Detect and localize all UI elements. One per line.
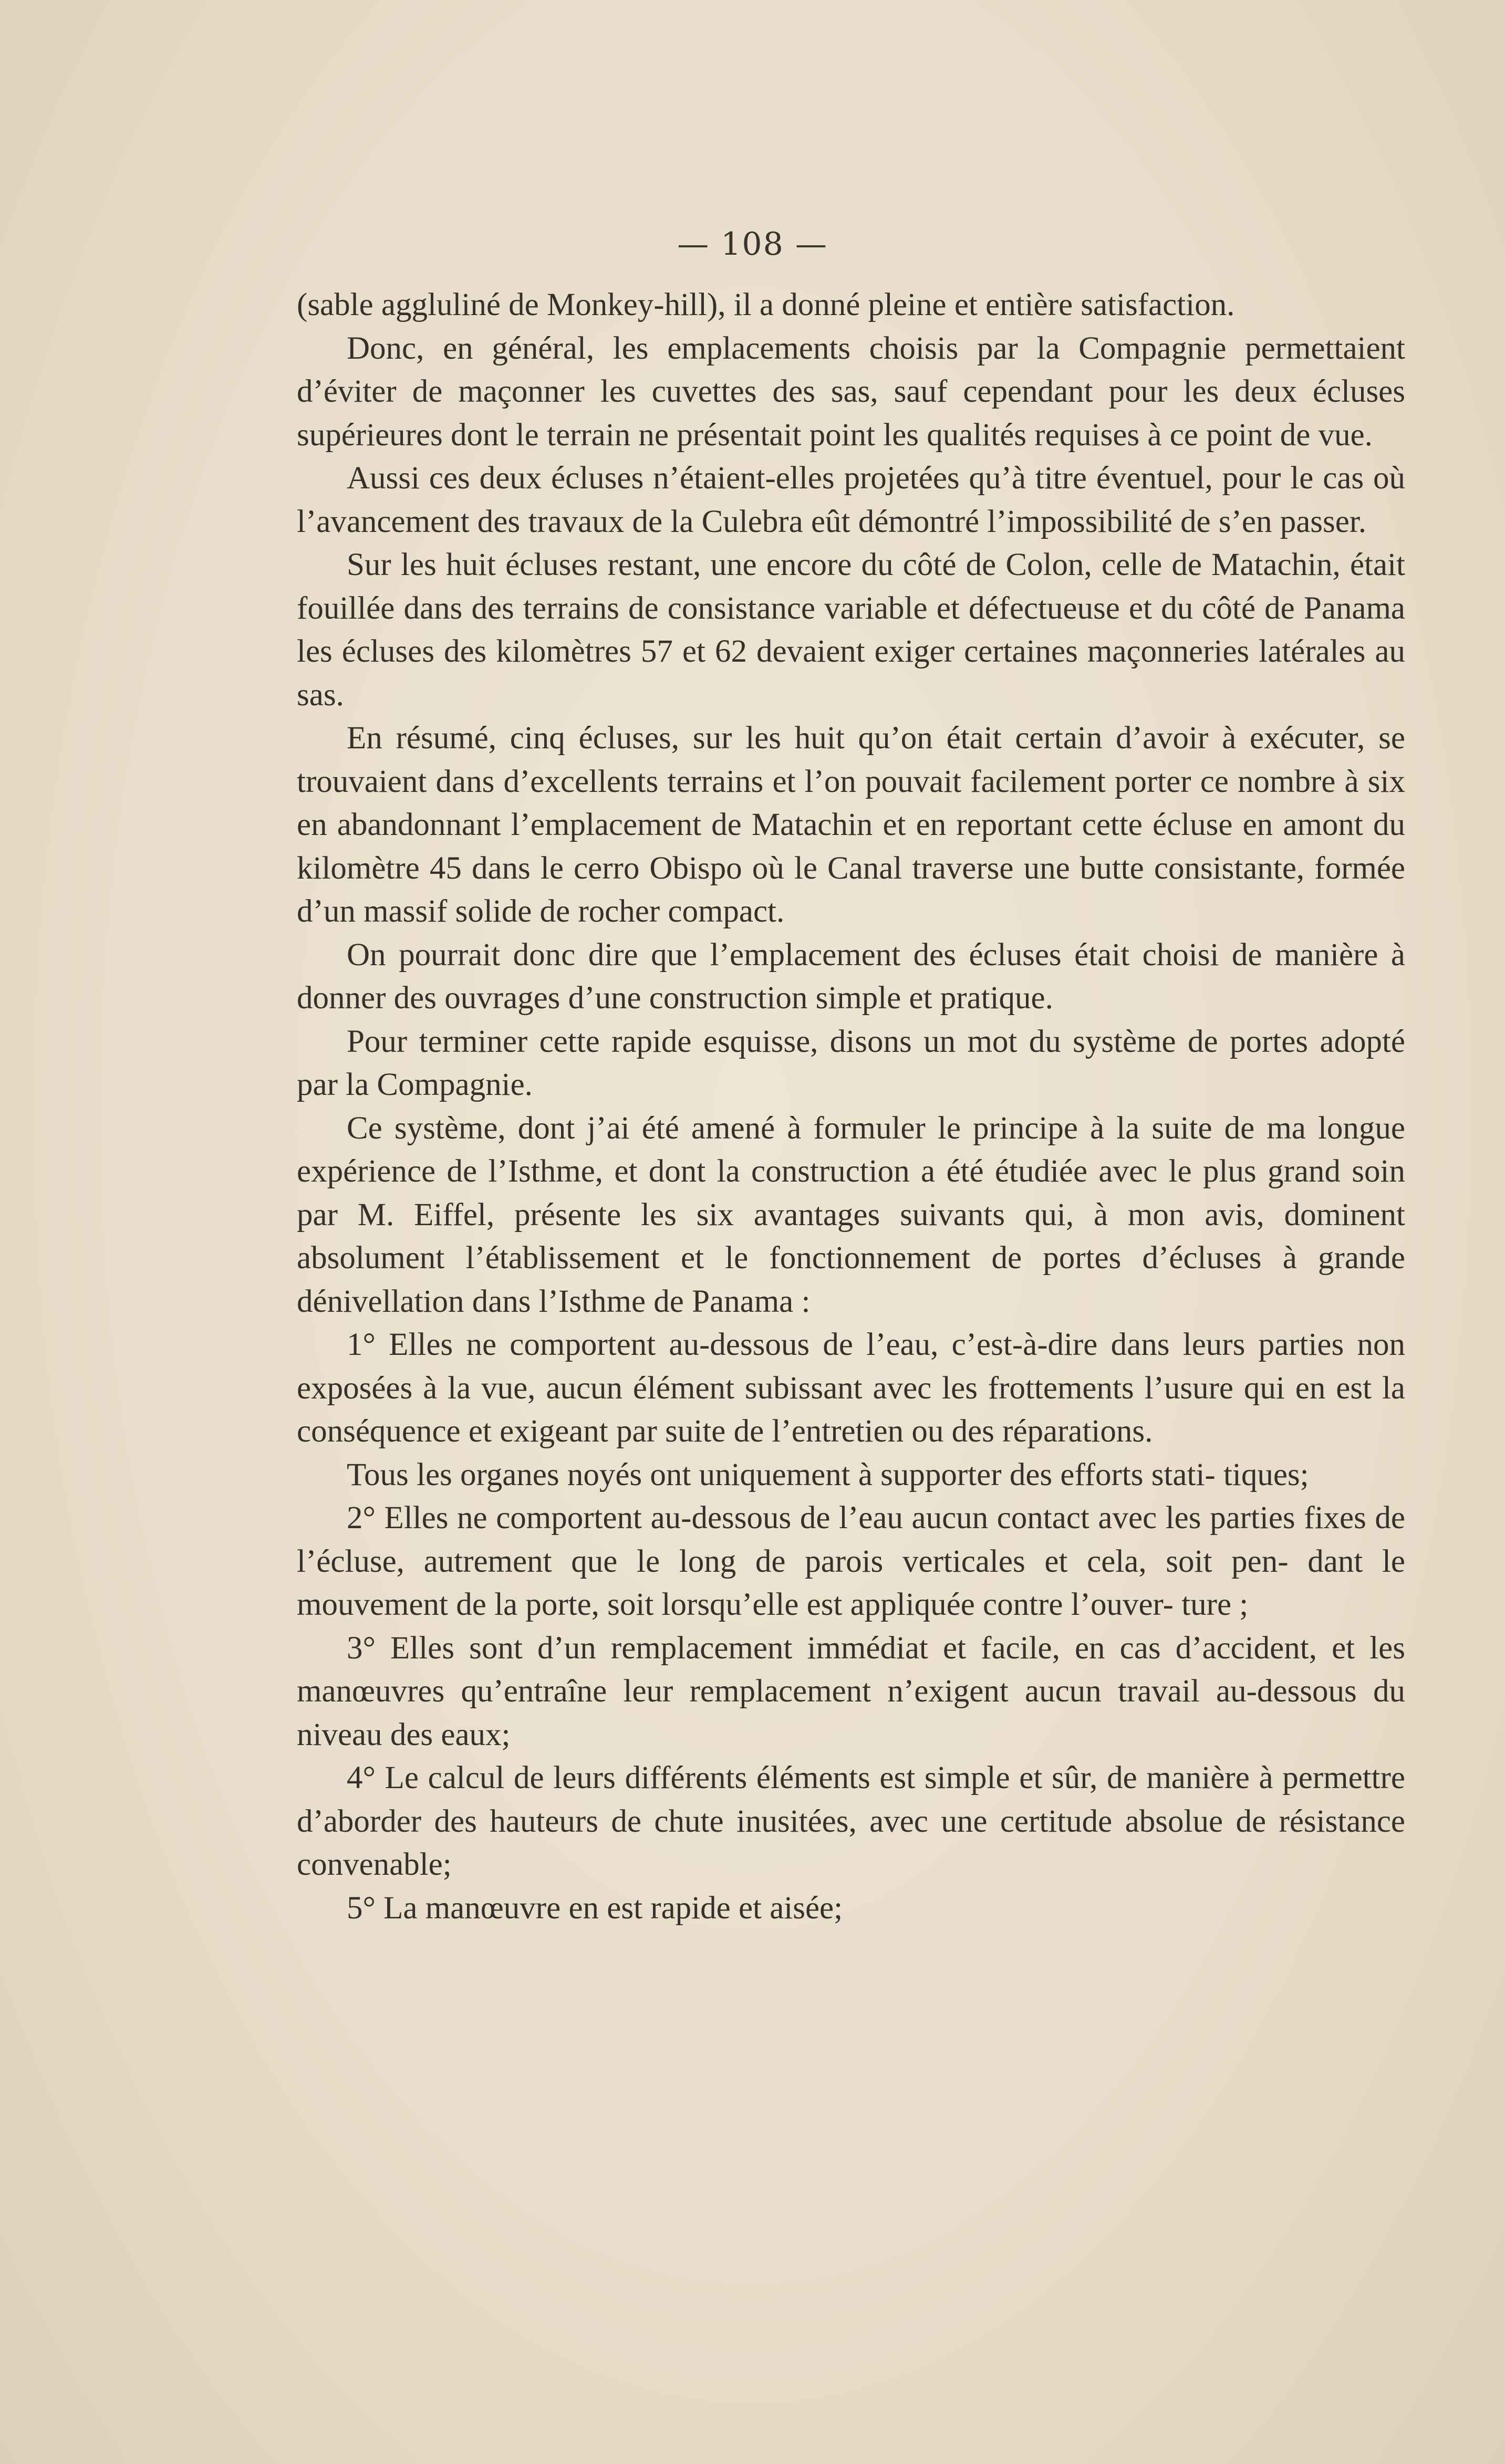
paragraph: Sur les huit écluses restant, une encore du côté de Colon, celle de Matachin, était fouillée dans des terrains de consistance variable et défectueuse et du côté de Panama les écluses des kilomètres 57 et 62 devaient exiger certaines maçonneries latérales au sas.	[297, 547, 1405, 713]
paragraph: (sable aggluliné de Monkey-hill), il a donné pleine et entière satisfaction.	[297, 287, 1235, 322]
list-item: 1° Elles ne comportent au-dessous de l’eau, c’est-à-dire dans leurs parties non exposées à la vue, aucun élément subissant avec les frottements l’usure qui en est la conséquence et exigeant par suite de l’entretien ou des réparations.	[297, 1327, 1405, 1449]
list-item: 3° Elles sont d’un remplacement immédiat et facile, en cas d’accident, et les manœuvres qu’entraîne leur remplacement n’exigent aucun travail au-dessous du niveau des eaux;	[297, 1630, 1405, 1752]
body-text	[297, 284, 1405, 1930]
list-item: 5° La manœuvre en est rapide et aisée;	[347, 1890, 843, 1926]
paragraph: En résumé, cinq écluses, sur les huit qu’on était certain d’avoir à exécuter, se trouvaient dans d’excellents terrains et l’on pouvait facilement porter ce nombre à six en abandonnant l’emplacement de Matachin et en reportant cette écluse en amont du kilomètre 45 dans le cerro Obispo où le Canal traverse une butte consistante, formée d’un massif solide de rocher compact.	[297, 721, 1405, 929]
paragraph: On pourrait donc dire que l’emplacement des écluses était choisi de manière à donner des ouvrages d’une construction simple et pratique.	[297, 937, 1405, 1016]
page-number: — 108 —	[677, 226, 828, 263]
paragraph: Ce système, dont j’ai été amené à formuler le principe à la suite de ma longue expérience de l’Isthme, et dont la construction a été étudiée avec le plus grand soin par M. Eiffel, présente les six avantages suivants qui, à mon avis, dominent absolument l’établissement et le fonctionnement de portes d’écluses à grande dénivellation dans l’Isthme de Panama :	[297, 1110, 1405, 1319]
paragraph: Tous les organes noyés ont uniquement à supporter des efforts stati- tiques;	[347, 1457, 1309, 1492]
list-item: 2° Elles ne comportent au-dessous de l’eau aucun contact avec les parties fixes de l’écluse, autrement que le long de parois verticales et cela, soit pen- dant le mouvement de la porte, soit lorsqu’elle est appliquée contre l’ouver- ture ;	[297, 1500, 1405, 1622]
list-item: 4° Le calcul de leurs différents éléments est simple et sûr, de manière à permettre d’aborder des hauteurs de chute inusitées, avec une certitude absolue de résistance convenable;	[297, 1760, 1405, 1882]
paragraph: Donc, en général, les emplacements choisis par la Compagnie permettaient d’éviter de maçonner les cuvettes des sas, sauf cependant pour les deux écluses supérieures dont le terrain ne présentait point les qualités requises à ce point de vue.	[297, 330, 1405, 453]
paragraph: Aussi ces deux écluses n’étaient-elles projetées qu’à titre éventuel, pour le cas où l’avancement des travaux de la Culebra eût démontré l’impossibilité de s’en passer.	[297, 461, 1405, 539]
paragraph: Pour terminer cette rapide esquisse, disons un mot du système de portes adopté par la Compagnie.	[297, 1024, 1405, 1102]
